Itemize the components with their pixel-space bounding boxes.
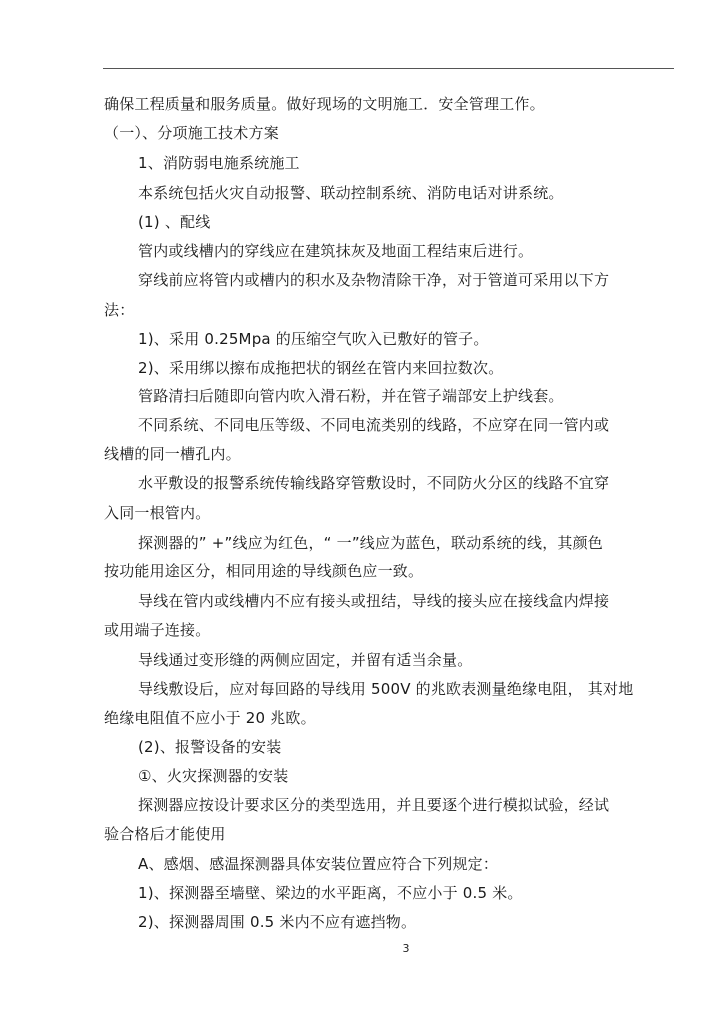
text-line: 探测器应按设计要求区分的类型选用，并且要逐个进行模拟试验，经试	[138, 796, 610, 814]
subsection-heading: (2)、报警设备的安装	[138, 738, 282, 756]
text-line: 不同系统、不同电压等级、不同电流类别的线路，不应穿在同一管内或	[138, 416, 610, 434]
text-line: 管路清扫后随即向管内吹入滑石粉，并在管子端部安上护线套。	[138, 387, 564, 405]
text-line: 导线通过变形缝的两侧应固定，并留有适当余量。	[138, 651, 473, 669]
text-line: 本系统包括火灾自动报警、联动控制系统、消防电话对讲系统。	[138, 184, 564, 202]
text-line: 穿线前应将管内或槽内的积水及杂物清除干净，对于管道可采用以下方	[138, 271, 610, 289]
subsection-heading: ①、火灾探测器的安装	[138, 767, 289, 785]
section-heading: （一）、分项施工技术方案	[104, 124, 279, 142]
text-line: 确保工程质量和服务质量。做好现场的文明施工．安全管理工作。	[104, 95, 545, 113]
text-line: 探测器的” +”线应为红色，“ 一”线应为蓝色，联动系统的线，其颜色	[138, 534, 603, 552]
list-item: 2)、探测器周围 0.5 米内不应有遮挡物。	[138, 913, 417, 931]
text-line: 法：	[104, 301, 135, 319]
text-line: 水平敷设的报警系统传输线路穿管敷设时，不同防火分区的线路不宜穿	[138, 474, 610, 492]
text-line: 线槽的同一槽孔内。	[104, 445, 241, 463]
header-rule	[103, 68, 674, 69]
text-line: A、感烟、感温探测器具体安装位置应符合下列规定：	[138, 855, 499, 873]
subsection-heading: 1、消防弱电施系统施工	[138, 154, 300, 172]
text-line: 验合格后才能使用	[104, 825, 226, 843]
list-item: 2)、采用绑以擦布成拖把状的钢丝在管内来回拉数次。	[138, 359, 504, 377]
subsection-heading: (1) 、配线	[138, 213, 211, 231]
text-line: 绝缘电阻值不应小于 20 兆欧。	[104, 709, 316, 727]
list-item: 1)、采用 0.25Mpa 的压缩空气吹入已敷好的管子。	[138, 330, 489, 348]
text-line: 导线在管内或线槽内不应有接头或扭结，导线的接头应在接线盒内焊接	[138, 592, 610, 610]
text-line: 入同一根管内。	[104, 504, 211, 522]
text-line: 或用端子连接。	[104, 621, 211, 639]
text-line: 管内或线槽内的穿线应在建筑抹灰及地面工程结束后进行。	[138, 242, 534, 260]
text-line: 导线敷设后，应对每回路的导线用 500V 的兆欧表测量绝缘电阻， 其对地	[138, 680, 634, 698]
page-number: 3	[402, 942, 410, 955]
text-line: 按功能用途区分，相同用途的导线颜色应一致。	[104, 562, 424, 580]
list-item: 1)、探测器至墙壁、梁边的水平距离，不应小于 0.5 米。	[138, 884, 523, 902]
